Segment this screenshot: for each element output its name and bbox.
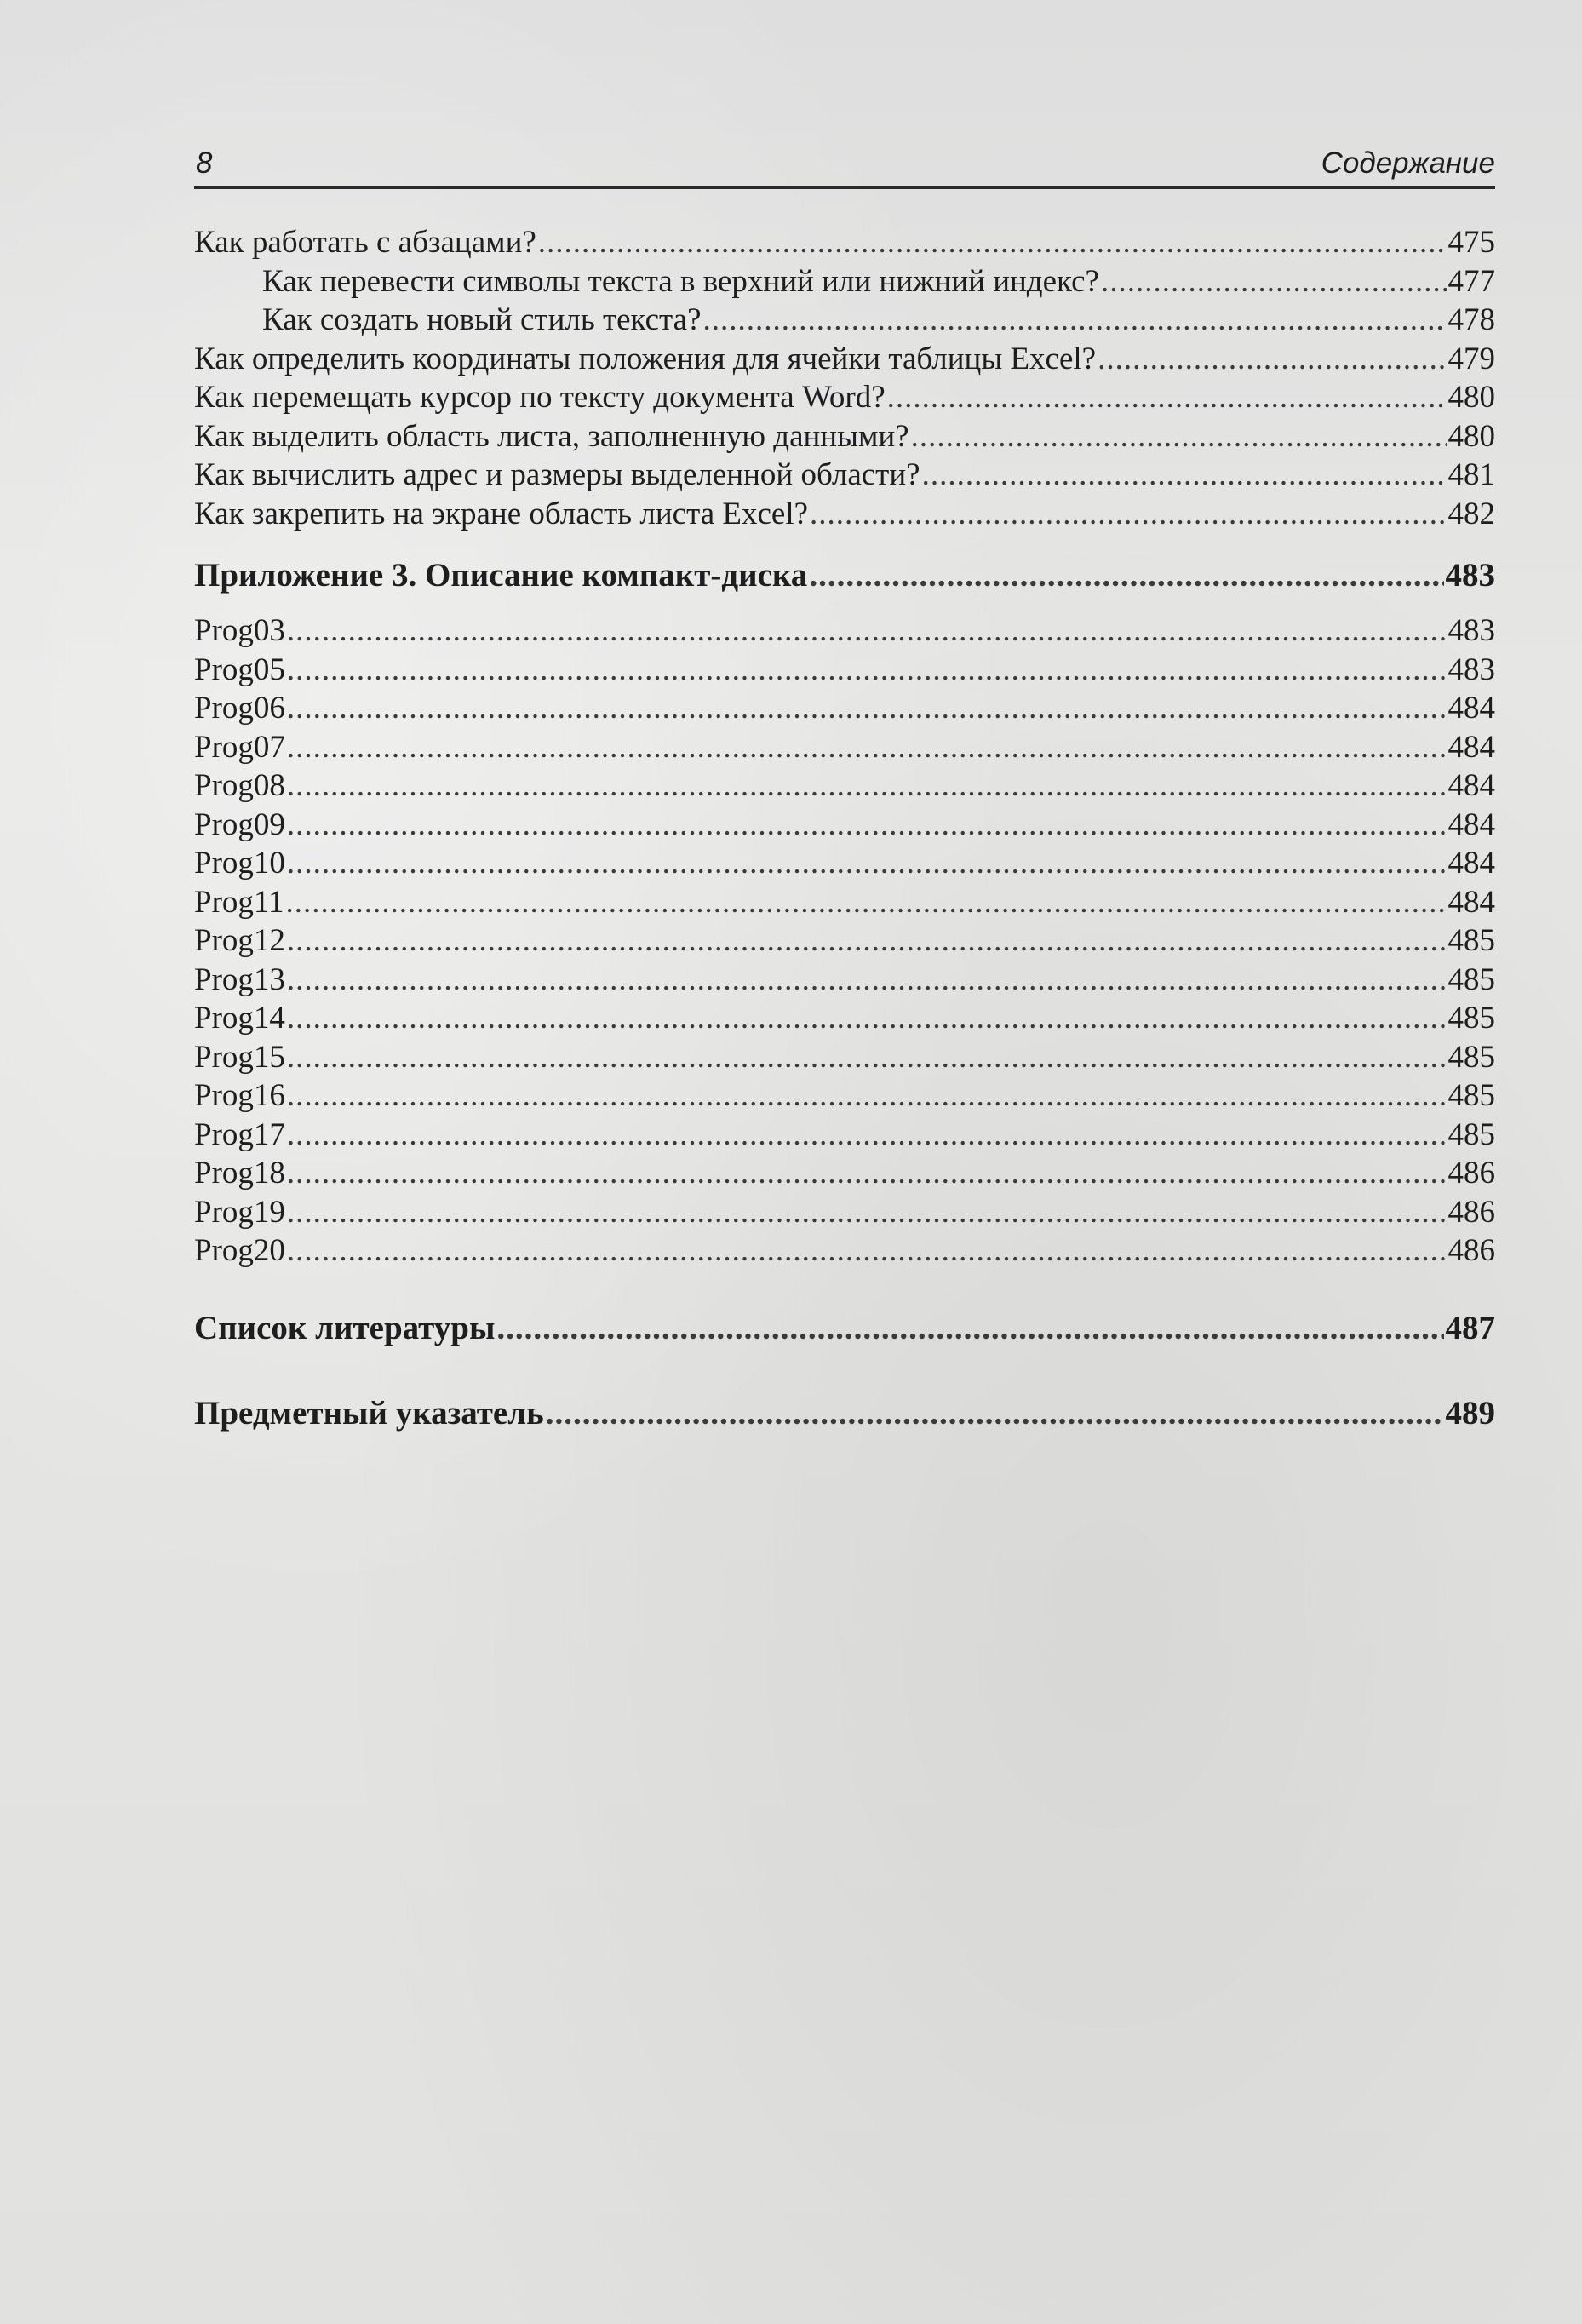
toc-entry[interactable] (194, 1154, 1495, 1193)
toc-entry-title: Как перевести символы текста в верхний или нижний индекс? (262, 263, 1099, 299)
toc-entry-title: Как создать новый стиль текста? (262, 302, 702, 337)
toc-entry-page: 486 (1447, 1156, 1495, 1191)
running-title: Содержание (1321, 146, 1495, 180)
toc-entry-page: 485 (1447, 1001, 1495, 1036)
leader-dots (287, 1154, 1447, 1193)
toc-entry[interactable] (194, 340, 1495, 379)
toc-entry-title: Prog05 (194, 651, 285, 687)
toc-entry-title: Prog13 (194, 961, 285, 997)
leader-dots (887, 378, 1447, 417)
toc-entry-title: Как перемещать курсор по тексту документа Word? (194, 380, 886, 415)
toc-entry-page: 484 (1447, 806, 1495, 842)
toc-entry-page: 485 (1447, 1116, 1495, 1152)
leader-dots (703, 301, 1447, 340)
leader-dots (809, 550, 1443, 601)
toc-entry[interactable] (194, 844, 1495, 883)
toc-entry-page: 477 (1447, 263, 1495, 299)
toc-entry[interactable] (194, 1116, 1495, 1155)
toc-entry[interactable] (194, 806, 1495, 845)
toc-entry[interactable] (194, 728, 1495, 767)
leader-dots (287, 611, 1447, 651)
toc-entry-title: Prog15 (194, 1039, 285, 1075)
toc-entry[interactable] (194, 883, 1495, 922)
toc-entry-page: 486 (1447, 1194, 1495, 1230)
toc-entry[interactable] (194, 456, 1495, 495)
toc-entry-title: Prog19 (194, 1194, 285, 1230)
toc-entry-page: 484 (1447, 729, 1495, 765)
toc-entry-title: Prog10 (194, 846, 285, 881)
leader-dots (287, 689, 1447, 728)
toc-entry[interactable] (194, 1193, 1495, 1232)
leader-dots (287, 806, 1447, 845)
toc-entry-title: Список литературы (194, 1309, 496, 1346)
toc-entry[interactable] (194, 495, 1495, 534)
toc-entry-page: 484 (1447, 768, 1495, 803)
toc-entry-page: 485 (1447, 923, 1495, 958)
toc-entry[interactable] (194, 417, 1495, 456)
leader-dots (538, 223, 1447, 262)
toc-entry[interactable] (194, 1231, 1495, 1271)
toc-entry-page: 487 (1445, 1309, 1495, 1346)
leader-dots (287, 999, 1447, 1038)
leader-dots (287, 766, 1447, 806)
leader-dots (287, 961, 1447, 1000)
leader-dots (1098, 340, 1446, 379)
toc-entry[interactable] (194, 262, 1495, 301)
leader-dots (810, 495, 1446, 534)
toc-entry-title: Prog07 (194, 729, 285, 765)
toc-entry-subject-index[interactable] (194, 1388, 1495, 1439)
toc-entry-page: 480 (1447, 418, 1495, 454)
toc-section-questions (194, 223, 1495, 533)
leader-dots (911, 417, 1447, 456)
toc-entry-page: 481 (1447, 457, 1495, 492)
toc-entry[interactable] (194, 1038, 1495, 1077)
toc-entry-page: 483 (1445, 557, 1495, 594)
toc-entry-page: 478 (1447, 302, 1495, 337)
toc-entry[interactable] (194, 611, 1495, 651)
toc-entry[interactable] (194, 689, 1495, 728)
toc-entry-title: Prog11 (194, 884, 284, 920)
toc-entry-page: 485 (1447, 961, 1495, 997)
toc-entry-page: 484 (1447, 846, 1495, 881)
toc-entry-appendix-3[interactable] (194, 550, 1495, 601)
toc-entry-page: 483 (1447, 613, 1495, 648)
toc-entry[interactable] (194, 301, 1495, 340)
toc-entry-page: 482 (1447, 496, 1495, 531)
toc-entry-page: 485 (1447, 1078, 1495, 1113)
toc-entry[interactable] (194, 378, 1495, 417)
toc-entry-title: Prog12 (194, 923, 285, 958)
toc-entry[interactable] (194, 921, 1495, 961)
toc-entry-title: Как вычислить адрес и размеры выделенной области? (194, 457, 920, 492)
toc-entry-title: Prog08 (194, 768, 285, 803)
toc-entry-title: Prog09 (194, 806, 285, 842)
toc-entry[interactable] (194, 1076, 1495, 1116)
toc-entry-page: 484 (1447, 884, 1495, 920)
leader-dots (287, 1076, 1447, 1116)
toc-entry-page: 489 (1445, 1394, 1495, 1432)
toc-entry-title: Как закрепить на экране область листа Excel? (194, 496, 809, 531)
toc-entry-title: Prog14 (194, 1001, 285, 1036)
toc-entry[interactable] (194, 961, 1495, 1000)
leader-dots (287, 728, 1447, 767)
leader-dots (287, 1231, 1447, 1271)
toc-entry-title: Prog16 (194, 1078, 285, 1113)
toc-entry-title: Приложение 3. Описание компакт-диска (194, 557, 808, 594)
toc-entry-title: Как выделить область листа, заполненную данными? (194, 418, 909, 454)
leader-dots (287, 844, 1447, 883)
leader-dots (287, 1193, 1447, 1232)
leader-dots (287, 1116, 1447, 1155)
toc-entry[interactable] (194, 651, 1495, 690)
toc-entry-page: 485 (1447, 1039, 1495, 1075)
leader-dots (546, 1388, 1444, 1439)
toc-section-programs (194, 611, 1495, 1271)
toc-entry[interactable] (194, 223, 1495, 262)
toc-entry-title: Prog17 (194, 1116, 285, 1152)
leader-dots (496, 1303, 1443, 1354)
toc-entry-title: Предметный указатель (194, 1394, 544, 1432)
toc-entry-title: Prog20 (194, 1233, 285, 1268)
toc-entry-page: 486 (1447, 1233, 1495, 1268)
toc-entry-page: 480 (1447, 380, 1495, 415)
table-of-contents (194, 223, 1495, 1439)
toc-entry-title: Prog06 (194, 691, 285, 726)
toc-entry[interactable] (194, 999, 1495, 1038)
toc-entry-page: 475 (1447, 225, 1495, 260)
leader-dots (287, 651, 1447, 690)
toc-entry-page: 483 (1447, 651, 1495, 687)
page-number: 8 (196, 146, 213, 180)
leader-dots (1101, 262, 1447, 301)
running-header (194, 141, 1495, 189)
toc-entry-page: 484 (1447, 691, 1495, 726)
leader-dots (922, 456, 1447, 495)
toc-entry-title: Prog03 (194, 613, 285, 648)
toc-entry-title: Как работать с абзацами? (194, 225, 536, 260)
toc-entry-page: 479 (1447, 341, 1495, 376)
toc-entry[interactable] (194, 766, 1495, 806)
toc-entry-title: Prog18 (194, 1156, 285, 1191)
leader-dots (286, 883, 1447, 922)
leader-dots (287, 921, 1447, 961)
toc-entry-title: Как определить координаты положения для ячейки таблицы Excel? (194, 341, 1097, 376)
leader-dots (287, 1038, 1447, 1077)
toc-entry-bibliography[interactable] (194, 1303, 1495, 1354)
